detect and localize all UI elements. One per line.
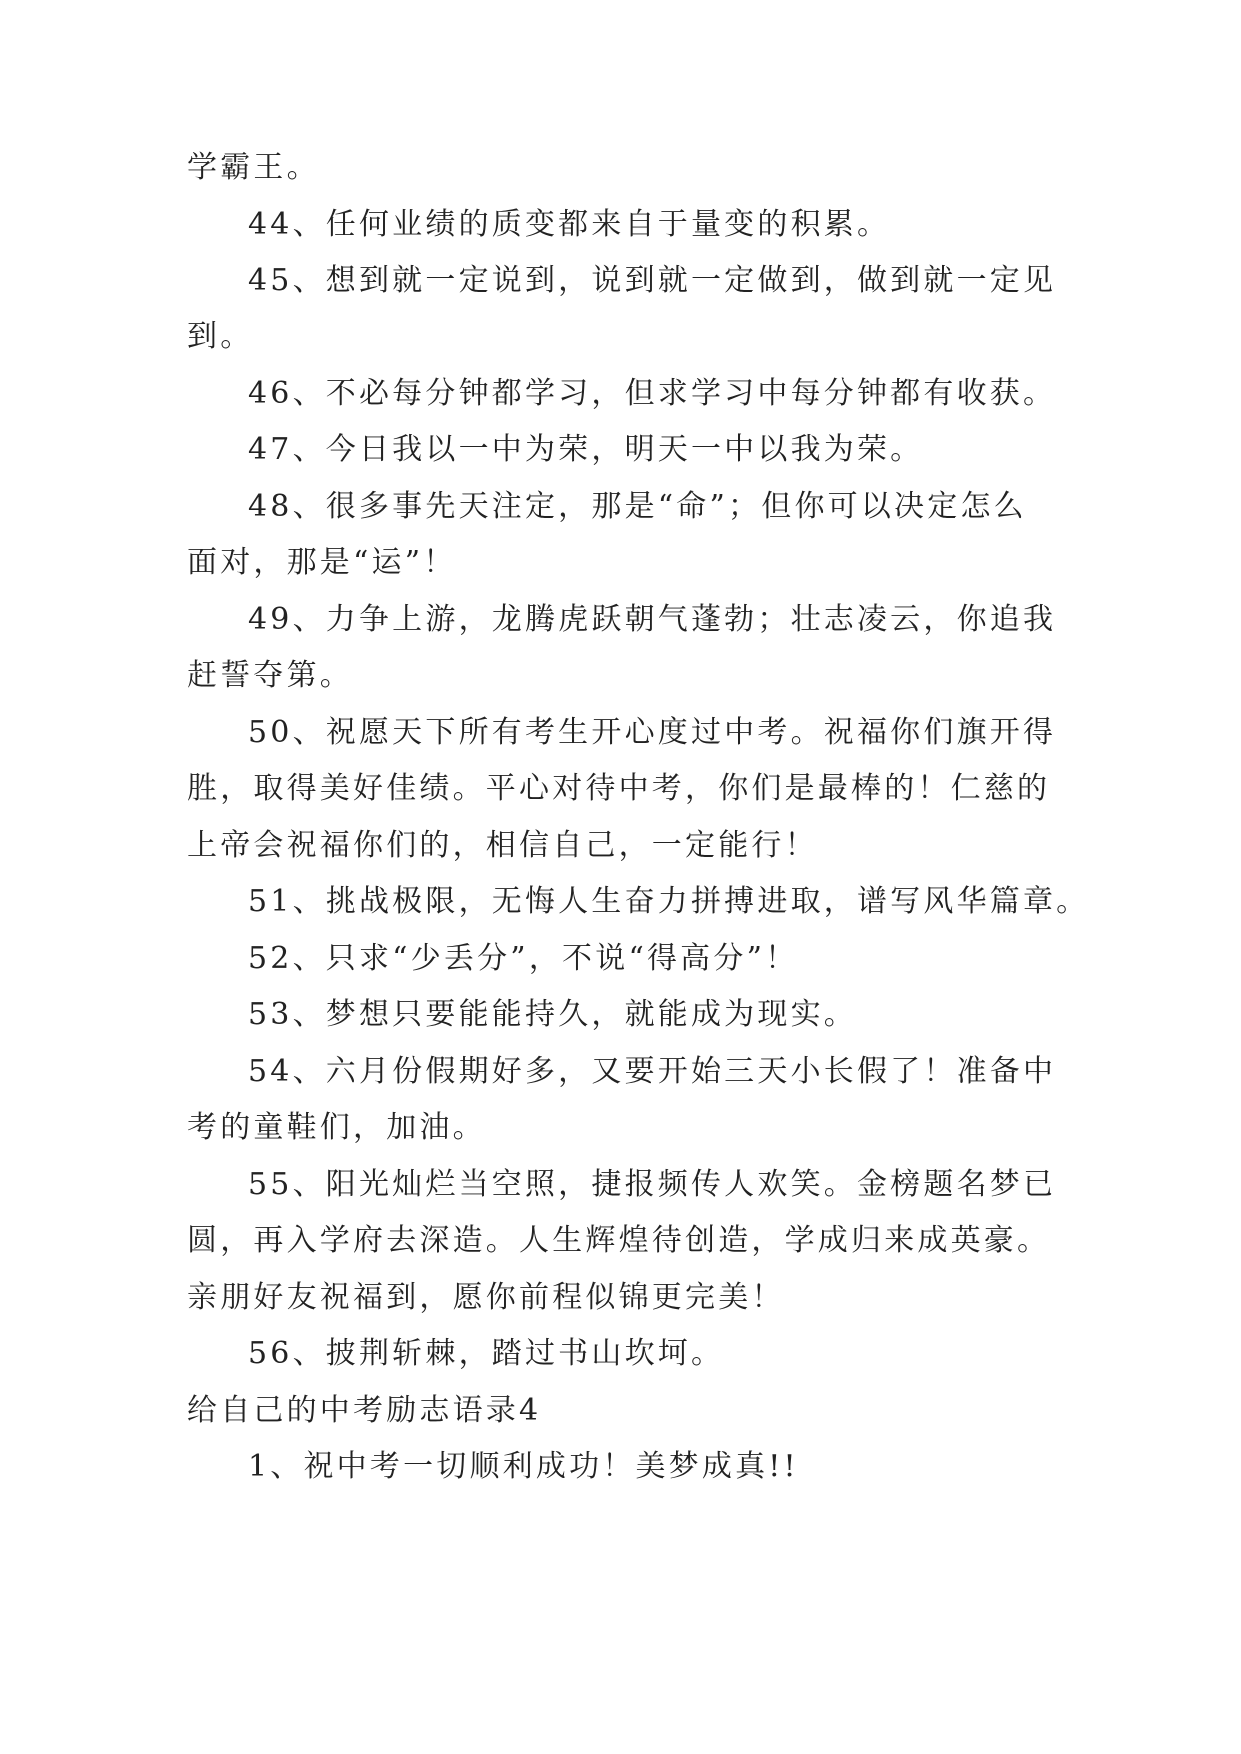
quote-49-line-2: 赶誓夺第。	[187, 658, 353, 693]
quote-49-line-1: 49、力争上游，龙腾虎跃朝气蓬勃；壮志凌云，你追我	[248, 602, 1057, 637]
quote-55-line-1: 55、阳光灿烂当空照，捷报频传人欢笑。金榜题名梦已	[248, 1167, 1057, 1202]
quote-45-line-1: 45、想到就一定说到，说到就一定做到，做到就一定见	[248, 263, 1057, 298]
quote-48-line-1: 48、很多事先天注定，那是“命”；但你可以决定怎么	[248, 489, 1027, 524]
quote-53: 53、梦想只要能能持久，就能成为现实。	[248, 997, 857, 1032]
quote-51: 51、挑战极限，无悔人生奋力拼搏进取，谱写风华篇章。	[248, 884, 1090, 919]
quote-52: 52、只求“少丢分”，不说“得高分”！	[248, 941, 799, 976]
quote-1: 1、祝中考一切顺利成功！美梦成真!!	[248, 1449, 799, 1484]
quote-46: 46、不必每分钟都学习，但求学习中每分钟都有收获。	[248, 376, 1057, 411]
quote-54-line-1: 54、六月份假期好多，又要开始三天小长假了！准备中	[248, 1054, 1057, 1089]
quote-50-line-2: 胜，取得美好佳绩。平心对待中考，你们是最棒的！仁慈的	[187, 771, 1051, 806]
continuation-line: 学霸王。	[187, 150, 320, 185]
quote-47: 47、今日我以一中为荣，明天一中以我为荣。	[248, 432, 924, 467]
quote-55-line-3: 亲朋好友祝福到，愿你前程似锦更完美！	[187, 1280, 785, 1315]
quote-55-line-2: 圆，再入学府去深造。人生辉煌待创造，学成归来成英豪。	[187, 1223, 1051, 1258]
section-heading: 给自己的中考励志语录4	[187, 1393, 542, 1428]
quote-50-line-3: 上帝会祝福你们的，相信自己，一定能行！	[187, 828, 818, 863]
quote-48-line-2: 面对，那是“运”！	[187, 545, 457, 580]
quote-44: 44、任何业绩的质变都来自于量变的积累。	[248, 207, 891, 242]
quote-50-line-1: 50、祝愿天下所有考生开心度过中考。祝福你们旗开得	[248, 715, 1057, 750]
quote-54-line-2: 考的童鞋们，加油。	[187, 1110, 486, 1145]
quote-56: 56、披荆斩棘，踏过书山坎坷。	[248, 1336, 725, 1371]
quote-45-line-2: 到。	[187, 319, 254, 354]
